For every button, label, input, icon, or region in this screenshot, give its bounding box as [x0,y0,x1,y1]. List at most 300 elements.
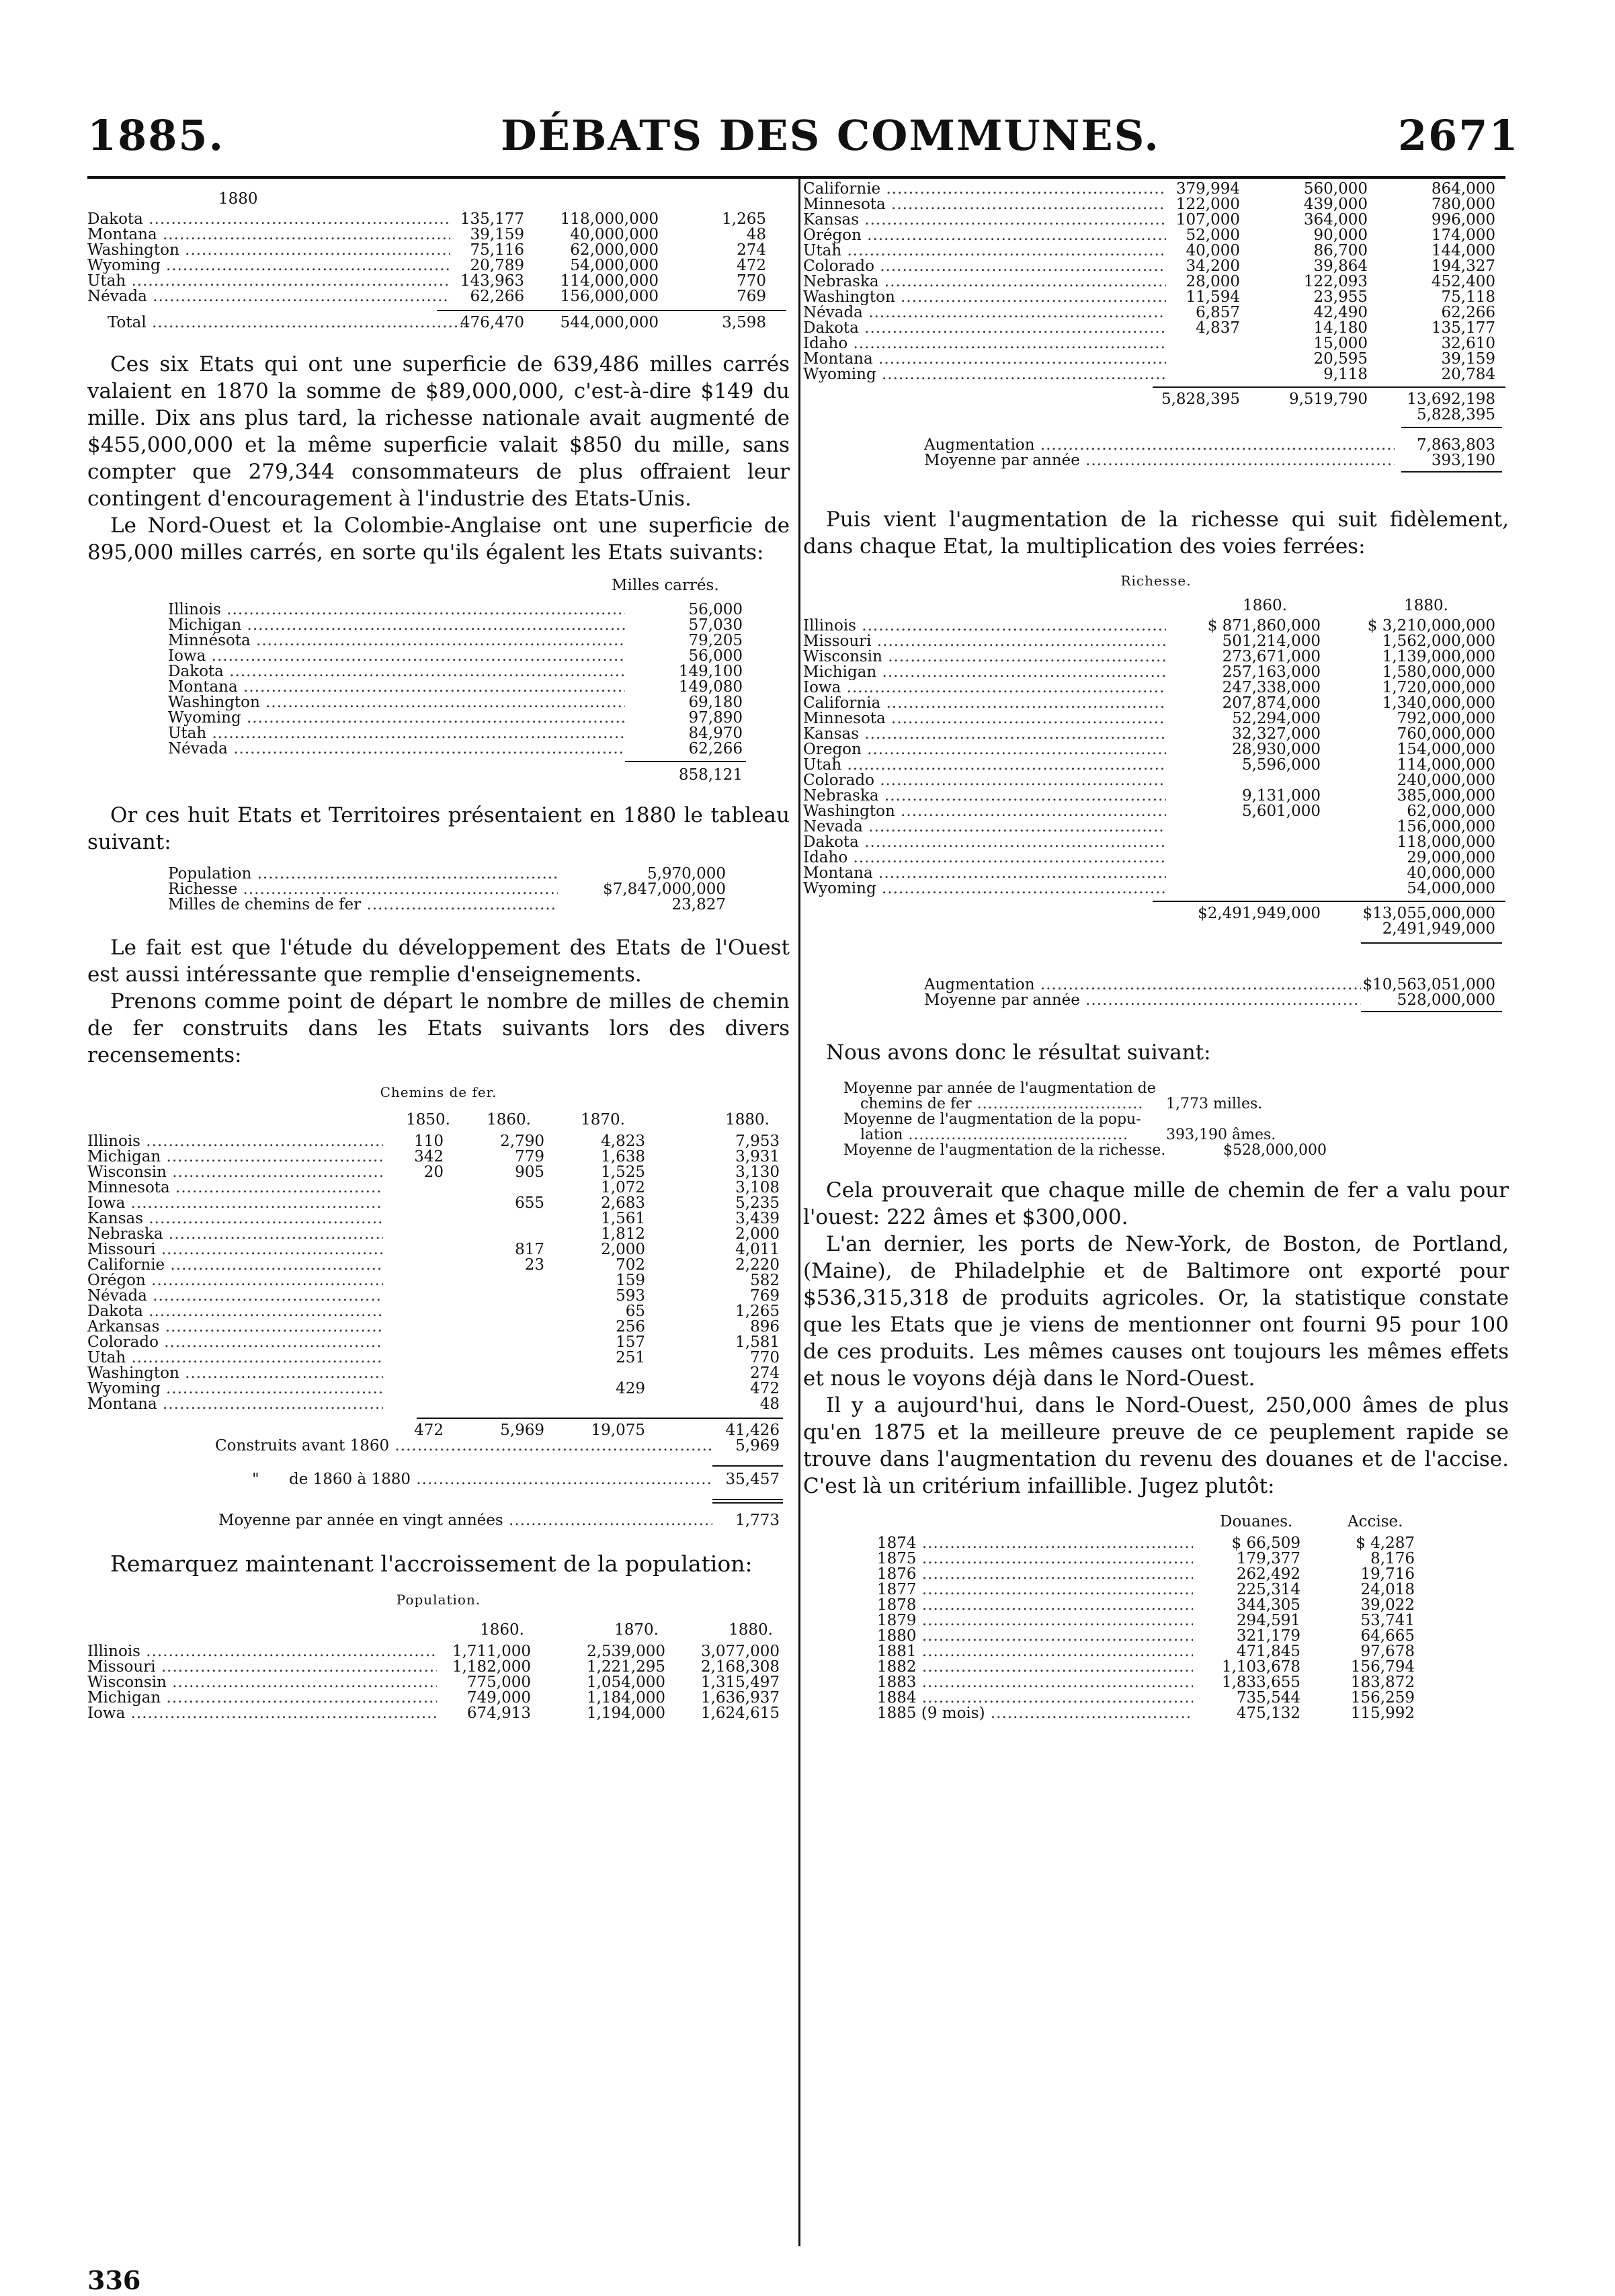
table-row [803,228,1509,243]
table-row [803,197,1509,212]
table-cell: 769 [750,1287,780,1305]
table-cell: 769 [737,288,766,305]
table-cell: 107,000 [1175,211,1240,229]
table-row [803,1675,1509,1690]
row-label: 1885 (9 mois) ..... [877,1706,1193,1721]
table-cell: 179,377 [1236,1550,1300,1567]
row-label: 1880 ..... [877,1629,1193,1644]
table-row [87,1134,790,1149]
row-label: Milles de chemins de fer ..... [168,897,558,913]
row-label: Michigan ..... [168,618,625,633]
increase-label: Augmentation ..... [924,438,1395,453]
table-cell: 156,794 [1350,1658,1415,1676]
footer-page-number: 336 [87,2265,141,2295]
table-cell: 75,116 [470,241,524,259]
table-cell: 20,784 [1441,366,1495,383]
table-cell: 75,118 [1441,288,1495,306]
row-label: Michigan ..... [803,665,1166,680]
row-label: California ..... [803,696,1166,711]
table-row [803,1567,1509,1582]
table-cell: 28,930,000 [1232,741,1321,758]
table-row [87,1288,790,1304]
table-cell: 257,163,000 [1222,663,1321,681]
table-cell: 905 [515,1163,544,1181]
table-row [803,649,1509,665]
row-label: Utah ..... [803,243,1166,259]
table-total: 5,969 [500,1422,544,1439]
column-header: 1880. [729,1621,773,1639]
table-row [803,1706,1509,1721]
table-cell: 57,030 [688,616,743,634]
table-cell: 149,100 [678,663,743,680]
table-cell: 110 [414,1133,444,1150]
table-cell: 225,314 [1236,1581,1300,1598]
column-header: 1880. [725,1111,770,1129]
table-chemins-de-fer [87,1085,790,1533]
table-cell: 14,180 [1313,319,1368,337]
row-label: Kansas ..... [803,212,1166,228]
table-row [87,726,790,741]
table-row [87,274,790,289]
table-row [87,680,790,695]
table-row [803,1644,1509,1659]
row-label: Illinois ..... [87,1134,383,1149]
table-cell: 118,000,000 [560,210,659,228]
table-row [803,1690,1509,1706]
row-label: Missouri ..... [803,634,1166,649]
table-cell: 1,072 [601,1179,645,1196]
table-cell: 475,132 [1236,1705,1300,1722]
table-cell: 379,994 [1175,180,1240,198]
row-label: Minnésota ..... [168,633,625,649]
table-cell: 1,194,000 [586,1705,665,1722]
paragraph: Or ces huit Etats et Territoires présentaient en 1880 le tableau suivant: [87,803,790,854]
row-label: Washington ..... [168,695,625,710]
table-row [87,602,790,618]
table-row [87,1242,790,1258]
table-row [803,212,1509,228]
row-label: Colorado ..... [803,259,1166,274]
header-page-number: 2671 [1398,111,1520,160]
table-total: 13,692,198 [1407,391,1495,408]
row-label: Iowa ..... [87,1196,383,1211]
table-row [803,1659,1509,1675]
result-value: 393,190 âmes. [1166,1126,1276,1143]
row-label: Utah ..... [803,757,1166,773]
row-label: 1884 ..... [877,1690,1193,1706]
average-value: 528,000,000 [1397,991,1495,1009]
table-row [87,1706,790,1721]
table-row [803,305,1509,321]
row-label: Michigan ..... [87,1149,383,1165]
table-cell: 48 [746,226,766,243]
result-value: $528,000,000 [1223,1142,1327,1159]
table-cell: 792,000,000 [1397,710,1495,727]
row-label: Minnesota ..... [803,711,1166,727]
table-cell: 770 [750,1349,780,1366]
row-label: Wisconsin ..... [87,1165,383,1180]
row-label: Colorado ..... [803,773,1166,788]
row-label: Nebraska ..... [803,788,1166,804]
table-cell: 39,022 [1360,1596,1415,1614]
left-column [87,190,790,2295]
row-label: Washington ..... [87,243,450,258]
table-row [87,1659,790,1675]
table-cell: 9,131,000 [1241,787,1321,805]
row-label: 1881 ..... [877,1644,1193,1659]
row-label: Iowa ..... [87,1706,437,1721]
table-cell: 64,665 [1360,1627,1415,1645]
table-row [803,835,1509,850]
header-year: 1885. [87,111,225,160]
table-cell: 62,266 [688,740,743,757]
table-cell: 194,327 [1431,257,1495,275]
table-cell: 56,000 [688,601,743,618]
table-cell: 174,000 [1431,227,1495,244]
table-row [803,352,1509,367]
row-label: Population ..... [168,866,558,882]
table-cell: 996,000 [1431,211,1495,229]
table-row [87,1690,790,1706]
table-cell: 1,103,678 [1221,1658,1300,1676]
table-row [803,634,1509,649]
table-cell: 5,970,000 [647,865,726,883]
right-column [803,181,1509,1721]
column-header: 1860. [1243,597,1287,614]
row-label: 1875 ..... [877,1551,1193,1567]
table-cell: 40,000,000 [1407,864,1495,882]
table-cell: 135,177 [1431,319,1495,337]
table-cell: 24,018 [1360,1581,1415,1598]
table-cell: 154,000,000 [1397,741,1495,758]
table-cell: 54,000,000 [1407,880,1495,897]
table-cell: 344,305 [1236,1596,1300,1614]
table-cell: 251 [616,1349,645,1366]
table-cell: 294,591 [1236,1612,1300,1629]
table-cell: 274 [750,1364,780,1382]
table-cell: 770 [737,272,766,290]
table-cell: 452,400 [1431,273,1495,290]
row-label: Michigan ..... [87,1690,437,1706]
table-row [87,866,790,882]
table-row [87,741,790,757]
paragraph: Le fait est que l'étude du développement des Etats de l'Ouest est aussi intéressante que remplie d'enseignements. [87,936,790,987]
increase-value: $10,563,051,000 [1362,976,1495,993]
table-row [87,289,790,304]
table-cell: 471,845 [1236,1643,1300,1660]
table-states-continued [803,181,1509,473]
table-cell: 156,259 [1350,1689,1415,1707]
table-superficie [87,578,790,783]
row-label: Montana ..... [803,352,1166,367]
row-label: 1878 ..... [877,1598,1193,1613]
row-label: Californie ..... [803,181,1166,197]
table-row [803,881,1509,897]
table-cell: 1,561 [601,1210,645,1227]
table-cell: 20,595 [1313,350,1368,368]
table-row [803,1551,1509,1567]
header-title: DÉBATS DES COMMUNES. [501,111,1160,160]
paragraph: Puis vient l'augmentation de la richesse qui suit fidèlement, dans chaque Etat, la multiplication des voies ferrées: [803,507,1509,559]
table-row [803,711,1509,727]
average-value: 1,773 [735,1512,780,1529]
table-row [87,1165,790,1180]
row-label: Wisconsin ..... [87,1675,437,1690]
table-cell: 2,000 [735,1225,780,1243]
table-cell: 135,177 [460,210,524,228]
table-cell: 39,159 [470,226,524,243]
table-cell: 674,913 [466,1705,531,1722]
table-cell: 472 [750,1380,780,1397]
table-cell: 1,638 [601,1148,645,1165]
table-row [87,1304,790,1319]
column-header: Milles carrés. [612,577,719,594]
table-cell: $7,847,000,000 [603,880,726,898]
table-cell: 4,011 [735,1241,780,1258]
table-total: $2,491,949,000 [1198,905,1321,922]
table-cell: 2,539,000 [586,1643,665,1660]
row-label: Idaho ..... [803,336,1166,352]
table-cell: 5,235 [735,1194,780,1212]
table-cell: 23,827 [671,896,726,913]
table-cell: 62,266 [470,288,524,305]
table-cell: $ 871,860,000 [1207,617,1321,634]
table-cell: 3,130 [735,1163,780,1181]
table-cell: 3,931 [735,1148,780,1165]
row-label: Névada ..... [168,741,625,757]
table-cell: 1,265 [722,210,766,228]
table-row [87,1211,790,1227]
table-cell: 156,000,000 [560,288,659,305]
table-caption: Chemins de fer. [380,1084,497,1100]
table-cell: 48 [759,1395,780,1413]
row-label: Illinois ..... [168,602,625,618]
table-cell: 735,544 [1236,1689,1300,1707]
table-row [803,243,1509,259]
row-label: Minnesota ..... [803,197,1166,212]
average-value: 393,190 [1431,452,1495,469]
column-header: 1870. [614,1621,659,1639]
table-cell: 86,700 [1313,242,1368,259]
subtract-value: 2,491,949,000 [1382,920,1495,938]
row-label: Nevada ..... [803,819,1166,835]
table-cell: 4,823 [601,1133,645,1150]
row-label: Orégon ..... [803,228,1166,243]
table-cell: 896 [750,1318,780,1336]
table-cell: 2,790 [500,1133,544,1150]
table-cell: 32,610 [1441,335,1495,352]
table-row [803,804,1509,819]
paragraph: Il y a aujourd'hui, dans le Nord-Ouest, 250,000 âmes de plus qu'en 1875 et la meilleure preuve de ce peuplement rapide se trouve dans l'augmentation du revenu des douanes et de l'accise. C'est là un critérium infaillible. Jugez plutôt: [803,1393,1509,1498]
row-label: 1876 ..... [877,1567,1193,1582]
table-row [87,1149,790,1165]
row-label: Kansas ..... [87,1211,383,1227]
table-cell: 9,118 [1323,366,1368,383]
row-label: Wyoming ..... [87,1381,383,1397]
table-row [803,788,1509,804]
row-label: Dakota ..... [803,835,1166,850]
table-total: $13,055,000,000 [1362,905,1495,922]
row-label: Colorado ..... [87,1335,383,1350]
table-cell: 84,970 [688,725,743,742]
row-label: 1879 ..... [877,1613,1193,1629]
table-cell: 2,000 [601,1241,645,1258]
table-cell: 1,562,000,000 [1382,632,1495,650]
table-cell: 1,182,000 [452,1658,531,1676]
table-cell: 19,716 [1360,1565,1415,1583]
column-rule [798,176,800,2246]
table-cell: 40,000,000 [570,226,659,243]
table-cell: 54,000,000 [570,257,659,274]
table-cell: 183,872 [1350,1674,1415,1691]
table-cell: 582 [750,1272,780,1289]
table-cell: 143,963 [460,272,524,290]
ditto-mark: " [252,1471,259,1488]
table-row [87,1366,790,1381]
table-row [803,274,1509,290]
table-cell: 6,857 [1196,304,1240,321]
table-row [803,696,1509,711]
table-row [87,1319,790,1335]
table-cell: 501,214,000 [1222,632,1321,650]
row-label: Iowa ..... [803,680,1166,696]
table-cell: $ 4,287 [1356,1534,1415,1552]
table-cell: 8,176 [1370,1550,1415,1567]
row-label: Minnesota ..... [87,1180,383,1196]
table-row [87,710,790,726]
column-header: 1870. [581,1111,625,1129]
row-label: 1874 ..... [877,1536,1193,1551]
table-cell: 42,490 [1313,304,1368,321]
table-cell: 1,340,000,000 [1382,694,1495,712]
table-row [803,1536,1509,1551]
table-cell: 429 [616,1380,645,1397]
paragraph: Nous avons donc le résultat suivant: [826,1040,1211,1065]
table-cell: 23 [524,1256,544,1274]
row-label: Iowa ..... [168,649,625,664]
table-row [87,227,790,243]
table-total: 472 [414,1422,444,1439]
table-cell: 3,439 [735,1210,780,1227]
table-cell: 11,594 [1186,288,1240,306]
table-total: 5,828,395 [1161,391,1240,408]
row-label: Wyoming ..... [803,881,1166,897]
row-label: Californie ..... [87,1258,383,1273]
table-row [87,618,790,633]
table-cell: 655 [515,1194,544,1212]
table-cell: 342 [414,1148,444,1165]
table-cell: 262,492 [1236,1565,1300,1583]
table-row [803,336,1509,352]
table-row [803,1582,1509,1598]
table-cell: 3,108 [735,1179,780,1196]
table-caption: Richesse. [1120,573,1192,589]
before-1860-value: 5,969 [735,1437,780,1454]
table-cell: 1,139,000,000 [1382,648,1495,665]
table-cell: 114,000,000 [1397,756,1495,774]
table-cell: 20,789 [470,257,524,274]
table-cell: 274 [737,241,766,259]
column-header: 1850. [406,1111,450,1129]
table-row [87,664,790,680]
table-cell: 34,200 [1186,257,1240,275]
row-label: Nebraska ..... [87,1227,383,1242]
since-1860-label: de 1860 à 1880 ..... [289,1472,712,1487]
table-cell: 864,000 [1431,180,1495,198]
table-total: 9,519,790 [1288,391,1368,408]
table-cell: 247,338,000 [1222,679,1321,696]
table-cell: 114,000,000 [560,272,659,290]
table-row [803,819,1509,835]
table-cell: 3,077,000 [700,1643,780,1660]
row-label: Névada ..... [803,305,1166,321]
row-label: Washington ..... [803,804,1166,819]
row-label: Orégon ..... [87,1273,383,1288]
table-cell: 5,596,000 [1241,756,1321,774]
table-cell: 79,205 [688,632,743,649]
row-label: Dakota ..... [803,321,1166,336]
table-row [803,618,1509,634]
table-cell: 2,168,308 [700,1658,780,1676]
table-row [87,649,790,664]
table-cell: 90,000 [1313,227,1368,244]
table-row [803,773,1509,788]
table-row [803,850,1509,866]
row-label: Wisconsin ..... [803,649,1166,665]
table-cell: 702 [616,1256,645,1274]
table-total: 858,121 [678,766,743,784]
table-row [803,727,1509,742]
column-header: 1860. [480,1621,524,1639]
table-cell: 23,955 [1313,288,1368,306]
table-cell: 2,683 [601,1194,645,1212]
table-cell: 560,000 [1303,180,1368,198]
table-row [803,321,1509,336]
average-label: Moyenne par année en vingt années ..... [218,1513,712,1528]
table-row [87,1196,790,1211]
table-row [803,181,1509,197]
table-year: 1880 [218,190,258,208]
table-row [803,866,1509,881]
row-label: Montana ..... [87,1397,383,1412]
table-results: Moyenne par année de l'augmentation de chemins de fer ..... 1,773 milles. Moyenne de l'augmentation de la popu- lation ..... 393,190 âmes. Moyenne de l'augmentation de la richesse. $528,000,000 [803,1081,1509,1158]
table-cell: 20 [423,1163,444,1181]
row-label: Wyoming ..... [87,258,450,274]
table-row [87,1258,790,1273]
table-row [803,757,1509,773]
table-cell: 5,601,000 [1241,803,1321,820]
row-label: Dakota ..... [87,212,450,227]
table-cell: 593 [616,1287,645,1305]
table-total: 19,075 [591,1422,645,1439]
row-label: Washington ..... [803,290,1166,305]
table-cell: 1,720,000,000 [1382,679,1495,696]
table-row [803,259,1509,274]
table-cell: 115,992 [1350,1705,1415,1722]
before-1860-label: Construits avant 1860 ..... [215,1438,712,1454]
row-label: Névada ..... [87,1288,383,1304]
row-label: Dakota ..... [87,1304,383,1319]
table-cell: 1,580,000,000 [1382,663,1495,681]
row-label: Wyoming ..... [168,710,625,726]
table-row [87,1273,790,1288]
table-cell: 39,864 [1313,257,1368,275]
table-row [87,695,790,710]
paragraph: Prenons comme point de départ le nombre de milles de chemin de fer construits dans les Etats suivants lors des divers recensements: [87,989,790,1067]
table-douanes-accise [803,1514,1509,1721]
paragraph: Remarquez maintenant l'accroissement de la population: [110,1551,753,1577]
table-cell: 62,266 [1441,304,1495,321]
